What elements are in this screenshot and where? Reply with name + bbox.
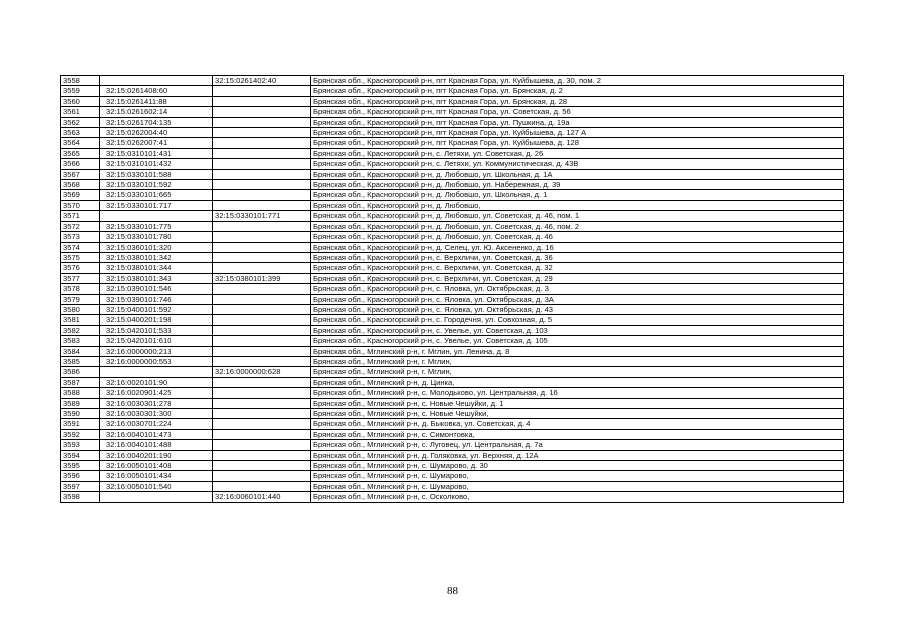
linked-cadastral-number-cell bbox=[213, 169, 311, 179]
address-cell: Брянская обл., Красногорский р-н, с. Верхличи, ул. Советская, д. 32 bbox=[311, 263, 844, 273]
row-number-cell: 3585 bbox=[61, 356, 100, 366]
row-number-cell: 3597 bbox=[61, 481, 100, 491]
linked-cadastral-number-cell bbox=[213, 180, 311, 190]
linked-cadastral-number-cell bbox=[213, 190, 311, 200]
table-row bbox=[61, 138, 844, 148]
address-cell: Брянская обл., Красногорский р-н, пгт Красная Гора, ул. Брянская, д. 28 bbox=[311, 96, 844, 106]
table-row bbox=[61, 346, 844, 356]
row-number-cell: 3579 bbox=[61, 294, 100, 304]
row-number-cell: 3567 bbox=[61, 169, 100, 179]
address-cell: Брянская обл., Красногорский р-н, пгт Красная Гора, ул. Брянская, д. 2 bbox=[311, 86, 844, 96]
address-cell: Брянская обл., Мглинский р-н, д. Быковка, ул. Советская, д. 4 bbox=[311, 419, 844, 429]
linked-cadastral-number-cell bbox=[213, 252, 311, 262]
table-row bbox=[61, 440, 844, 450]
table-row bbox=[61, 221, 844, 231]
row-number-cell: 3562 bbox=[61, 117, 100, 127]
linked-cadastral-number-cell bbox=[213, 377, 311, 387]
address-cell: Брянская обл., Красногорский р-н, пгт Красная Гора, ул. Куйбышева, д. 127 А bbox=[311, 128, 844, 138]
linked-cadastral-number-cell bbox=[213, 409, 311, 419]
cadastral-number-cell bbox=[100, 211, 213, 221]
address-cell: Брянская обл., Красногорский р-н, с. Летяхи, ул. Коммунистическая, д. 43В bbox=[311, 159, 844, 169]
row-number-cell: 3583 bbox=[61, 336, 100, 346]
table-row bbox=[61, 356, 844, 366]
cadastral-number-cell: 32:15:0310101:431 bbox=[100, 148, 213, 158]
table-row bbox=[61, 148, 844, 158]
address-cell: Брянская обл., Мглинский р-н, с. Шумарово, д. 30 bbox=[311, 461, 844, 471]
row-number-cell: 3580 bbox=[61, 304, 100, 314]
cadastral-number-cell: 32:16:0050101:434 bbox=[100, 471, 213, 481]
address-cell: Брянская обл., Красногорский р-н, с. Яловка, ул. Октябрьская, д. 3А bbox=[311, 294, 844, 304]
address-cell: Брянская обл., Красногорский р-н, с. Городечня, ул. Совхозная, д. 5 bbox=[311, 315, 844, 325]
linked-cadastral-number-cell bbox=[213, 138, 311, 148]
table-row bbox=[61, 263, 844, 273]
linked-cadastral-number-cell bbox=[213, 242, 311, 252]
linked-cadastral-number-cell bbox=[213, 107, 311, 117]
table-row bbox=[61, 169, 844, 179]
row-number-cell: 3588 bbox=[61, 388, 100, 398]
table-row bbox=[61, 409, 844, 419]
linked-cadastral-number-cell bbox=[213, 481, 311, 491]
cadastral-number-cell: 32:16:0030301:300 bbox=[100, 409, 213, 419]
row-number-cell: 3577 bbox=[61, 273, 100, 283]
cadastral-number-cell: 32:15:0261704:135 bbox=[100, 117, 213, 127]
address-cell: Брянская обл., Красногорский р-н, с. Увелье, ул. Советская, д. 103 bbox=[311, 325, 844, 335]
cadastral-number-cell: 32:15:0261411:88 bbox=[100, 96, 213, 106]
linked-cadastral-number-cell bbox=[213, 159, 311, 169]
row-number-cell: 3573 bbox=[61, 232, 100, 242]
row-number-cell: 3564 bbox=[61, 138, 100, 148]
table-row bbox=[61, 284, 844, 294]
table-row bbox=[61, 315, 844, 325]
table-row bbox=[61, 211, 844, 221]
linked-cadastral-number-cell bbox=[213, 128, 311, 138]
row-number-cell: 3590 bbox=[61, 409, 100, 419]
cadastral-number-cell: 32:15:0380101:344 bbox=[100, 263, 213, 273]
row-number-cell: 3571 bbox=[61, 211, 100, 221]
cadastral-number-cell: 32:16:0050101:540 bbox=[100, 481, 213, 491]
address-cell: Брянская обл., Красногорский р-н, д. Любовшо, ул. Набережная, д. 39 bbox=[311, 180, 844, 190]
linked-cadastral-number-cell bbox=[213, 471, 311, 481]
linked-cadastral-number-cell: 32:15:0380101:399 bbox=[213, 273, 311, 283]
cadastral-number-cell: 32:15:0390101:546 bbox=[100, 284, 213, 294]
address-cell: Брянская обл., Мглинский р-н, д. Голяковка, ул. Верхняя, д. 12А bbox=[311, 450, 844, 460]
address-cell: Брянская обл., Красногорский р-н, пгт Красная Гора, ул. Пушкина, д. 19а bbox=[311, 117, 844, 127]
address-cell: Брянская обл., Красногорский р-н, пгт Красная Гора, ул. Куйбышева, д. 128 bbox=[311, 138, 844, 148]
table-row bbox=[61, 450, 844, 460]
row-number-cell: 3589 bbox=[61, 398, 100, 408]
table-row bbox=[61, 232, 844, 242]
cadastral-number-cell: 32:15:0261408:60 bbox=[100, 86, 213, 96]
cadastral-number-cell: 32:16:0040101:473 bbox=[100, 429, 213, 439]
cadastral-number-cell: 32:15:0261602:14 bbox=[100, 107, 213, 117]
linked-cadastral-number-cell bbox=[213, 461, 311, 471]
address-cell: Брянская обл., Красногорский р-н, пгт Красная Гора, ул. Советская, д. 56 bbox=[311, 107, 844, 117]
address-cell: Брянская обл., Красногорский р-н, д. Селец, ул. Ю. Аксененко, д. 16 bbox=[311, 242, 844, 252]
linked-cadastral-number-cell bbox=[213, 86, 311, 96]
table-row bbox=[61, 325, 844, 335]
address-cell: Брянская обл., Красногорский р-н, пгт Красная Гора, ул. Куйбышева, д. 30, пом. 2 bbox=[311, 76, 844, 86]
table-row bbox=[61, 419, 844, 429]
table-row bbox=[61, 273, 844, 283]
linked-cadastral-number-cell: 32:16:0060101:440 bbox=[213, 492, 311, 502]
address-cell: Брянская обл., Красногорский р-н, д. Любовшо, ул. Советская, д. 46, пом. 2 bbox=[311, 221, 844, 231]
property-registry-table bbox=[60, 75, 844, 503]
address-cell: Брянская обл., Красногорский р-н, д. Любовшо, ул. Школьная, д. 1А bbox=[311, 169, 844, 179]
row-number-cell: 3595 bbox=[61, 461, 100, 471]
table-row bbox=[61, 481, 844, 491]
row-number-cell: 3561 bbox=[61, 107, 100, 117]
linked-cadastral-number-cell bbox=[213, 356, 311, 366]
linked-cadastral-number-cell bbox=[213, 294, 311, 304]
address-cell: Брянская обл., Красногорский р-н, д. Любовшо, ул. Советская, д. 46 bbox=[311, 232, 844, 242]
cadastral-number-cell: 32:15:0400201:198 bbox=[100, 315, 213, 325]
row-number-cell: 3568 bbox=[61, 180, 100, 190]
address-cell: Брянская обл., Красногорский р-н, с. Верхличи, ул. Советская, д. 29 bbox=[311, 273, 844, 283]
table-row bbox=[61, 190, 844, 200]
table-row bbox=[61, 76, 844, 86]
linked-cadastral-number-cell bbox=[213, 304, 311, 314]
row-number-cell: 3560 bbox=[61, 96, 100, 106]
address-cell: Брянская обл., Красногорский р-н, с. Верхличи, ул. Советская, д. 36 bbox=[311, 252, 844, 262]
address-cell: Брянская обл., Мглинский р-н, с. Шумарово, bbox=[311, 471, 844, 481]
table-row bbox=[61, 200, 844, 210]
linked-cadastral-number-cell bbox=[213, 96, 311, 106]
table-row bbox=[61, 429, 844, 439]
row-number-cell: 3591 bbox=[61, 419, 100, 429]
cadastral-number-cell bbox=[100, 492, 213, 502]
linked-cadastral-number-cell bbox=[213, 200, 311, 210]
address-cell: Брянская обл., Мглинский р-н, с. Осколково, bbox=[311, 492, 844, 502]
row-number-cell: 3593 bbox=[61, 440, 100, 450]
row-number-cell: 3569 bbox=[61, 190, 100, 200]
row-number-cell: 3584 bbox=[61, 346, 100, 356]
cadastral-number-cell: 32:16:0050101:408 bbox=[100, 461, 213, 471]
row-number-cell: 3598 bbox=[61, 492, 100, 502]
row-number-cell: 3586 bbox=[61, 367, 100, 377]
row-number-cell: 3563 bbox=[61, 128, 100, 138]
table-row bbox=[61, 304, 844, 314]
registry-table-body bbox=[61, 76, 844, 503]
cadastral-number-cell: 32:15:0400101:592 bbox=[100, 304, 213, 314]
linked-cadastral-number-cell bbox=[213, 419, 311, 429]
row-number-cell: 3572 bbox=[61, 221, 100, 231]
address-cell: Брянская обл., Мглинский р-н, с. Симонтовка, bbox=[311, 429, 844, 439]
address-cell: Брянская обл., Красногорский р-н, с. Летяхи, ул. Советская, д. 26 bbox=[311, 148, 844, 158]
address-cell: Брянская обл., Красногорский р-н, д. Любовшо, bbox=[311, 200, 844, 210]
linked-cadastral-number-cell bbox=[213, 263, 311, 273]
row-number-cell: 3582 bbox=[61, 325, 100, 335]
table-row bbox=[61, 96, 844, 106]
address-cell: Брянская обл., Красногорский р-н, д. Любовшо, ул. Школьная, д. 1 bbox=[311, 190, 844, 200]
row-number-cell: 3578 bbox=[61, 284, 100, 294]
address-cell: Брянская обл., Мглинский р-н, г. Мглин, ул. Ленина, д. 8 bbox=[311, 346, 844, 356]
cadastral-number-cell: 32:16:0040201:190 bbox=[100, 450, 213, 460]
cadastral-number-cell: 32:16:0040101:488 bbox=[100, 440, 213, 450]
linked-cadastral-number-cell bbox=[213, 117, 311, 127]
address-cell: Брянская обл., Красногорский р-н, с. Яловка, ул. Октябрьская, д. 3 bbox=[311, 284, 844, 294]
cadastral-number-cell: 32:15:0390101:746 bbox=[100, 294, 213, 304]
cadastral-number-cell: 32:15:0330101:592 bbox=[100, 180, 213, 190]
row-number-cell: 3575 bbox=[61, 252, 100, 262]
table-row bbox=[61, 86, 844, 96]
cadastral-number-cell: 32:16:0030701:224 bbox=[100, 419, 213, 429]
linked-cadastral-number-cell: 32:15:0330101:771 bbox=[213, 211, 311, 221]
cadastral-number-cell: 32:15:0360101:320 bbox=[100, 242, 213, 252]
table-row bbox=[61, 242, 844, 252]
linked-cadastral-number-cell bbox=[213, 336, 311, 346]
cadastral-number-cell: 32:15:0420101:610 bbox=[100, 336, 213, 346]
cadastral-number-cell: 32:15:0420101:533 bbox=[100, 325, 213, 335]
row-number-cell: 3587 bbox=[61, 377, 100, 387]
address-cell: Брянская обл., Мглинский р-н, с. Луговец, ул. Центральная, д. 7а bbox=[311, 440, 844, 450]
cadastral-number-cell: 32:16:0000000:213 bbox=[100, 346, 213, 356]
table-row bbox=[61, 336, 844, 346]
address-cell: Брянская обл., Мглинский р-н, г. Мглин, bbox=[311, 367, 844, 377]
linked-cadastral-number-cell bbox=[213, 232, 311, 242]
row-number-cell: 3596 bbox=[61, 471, 100, 481]
table-row bbox=[61, 388, 844, 398]
table-row bbox=[61, 377, 844, 387]
table-row bbox=[61, 294, 844, 304]
table-row bbox=[61, 492, 844, 502]
cadastral-number-cell bbox=[100, 367, 213, 377]
linked-cadastral-number-cell bbox=[213, 398, 311, 408]
row-number-cell: 3574 bbox=[61, 242, 100, 252]
cadastral-number-cell: 32:15:0380101:342 bbox=[100, 252, 213, 262]
address-cell: Брянская обл., Мглинский р-н, с. Новые Чешуйки, д. 1 bbox=[311, 398, 844, 408]
row-number-cell: 3559 bbox=[61, 86, 100, 96]
address-cell: Брянская обл., Мглинский р-н, г. Мглин, bbox=[311, 356, 844, 366]
linked-cadastral-number-cell bbox=[213, 221, 311, 231]
cadastral-number-cell: 32:16:0020101:90 bbox=[100, 377, 213, 387]
linked-cadastral-number-cell: 32:16:0000000:628 bbox=[213, 367, 311, 377]
cadastral-number-cell: 32:15:0330101:780 bbox=[100, 232, 213, 242]
table-row bbox=[61, 461, 844, 471]
cadastral-number-cell: 32:15:0380101:343 bbox=[100, 273, 213, 283]
table-row bbox=[61, 159, 844, 169]
cadastral-number-cell: 32:15:0330101:665 bbox=[100, 190, 213, 200]
row-number-cell: 3581 bbox=[61, 315, 100, 325]
table-row bbox=[61, 398, 844, 408]
cadastral-number-cell bbox=[100, 76, 213, 86]
address-cell: Брянская обл., Мглинский р-н, д. Цинка, bbox=[311, 377, 844, 387]
linked-cadastral-number-cell bbox=[213, 346, 311, 356]
cadastral-number-cell: 32:16:0020901:425 bbox=[100, 388, 213, 398]
linked-cadastral-number-cell bbox=[213, 148, 311, 158]
linked-cadastral-number-cell bbox=[213, 315, 311, 325]
cadastral-number-cell: 32:15:0330101:775 bbox=[100, 221, 213, 231]
row-number-cell: 3594 bbox=[61, 450, 100, 460]
table-row bbox=[61, 117, 844, 127]
table-row bbox=[61, 180, 844, 190]
address-cell: Брянская обл., Мглинский р-н, с. Шумарово, bbox=[311, 481, 844, 491]
linked-cadastral-number-cell bbox=[213, 388, 311, 398]
row-number-cell: 3566 bbox=[61, 159, 100, 169]
address-cell: Брянская обл., Красногорский р-н, д. Любовшо, ул. Советская, д. 46, пом. 1 bbox=[311, 211, 844, 221]
page-number: 88 bbox=[447, 585, 458, 597]
cadastral-number-cell: 32:15:0262007:41 bbox=[100, 138, 213, 148]
row-number-cell: 3576 bbox=[61, 263, 100, 273]
cadastral-number-cell: 32:15:0262004:40 bbox=[100, 128, 213, 138]
address-cell: Брянская обл., Красногорский р-н, с. Яловка, ул. Октябрьская, д. 43 bbox=[311, 304, 844, 314]
address-cell: Брянская обл., Мглинский р-н, с. Молодьково, ул. Центральная, д. 16 bbox=[311, 388, 844, 398]
cadastral-number-cell: 32:15:0310101:432 bbox=[100, 159, 213, 169]
table-row bbox=[61, 128, 844, 138]
address-cell: Брянская обл., Мглинский р-н, с. Новые Чешуйки, bbox=[311, 409, 844, 419]
table-row bbox=[61, 252, 844, 262]
table-row bbox=[61, 471, 844, 481]
row-number-cell: 3592 bbox=[61, 429, 100, 439]
linked-cadastral-number-cell bbox=[213, 325, 311, 335]
address-cell: Брянская обл., Красногорский р-н, с. Увелье, ул. Советская, д. 105 bbox=[311, 336, 844, 346]
row-number-cell: 3565 bbox=[61, 148, 100, 158]
cadastral-number-cell: 32:15:0330101:588 bbox=[100, 169, 213, 179]
linked-cadastral-number-cell bbox=[213, 450, 311, 460]
linked-cadastral-number-cell bbox=[213, 440, 311, 450]
row-number-cell: 3558 bbox=[61, 76, 100, 86]
linked-cadastral-number-cell: 32:15:0261402:40 bbox=[213, 76, 311, 86]
cadastral-number-cell: 32:16:0000000:553 bbox=[100, 356, 213, 366]
linked-cadastral-number-cell bbox=[213, 429, 311, 439]
cadastral-number-cell: 32:15:0330101:717 bbox=[100, 200, 213, 210]
linked-cadastral-number-cell bbox=[213, 284, 311, 294]
table-row bbox=[61, 367, 844, 377]
cadastral-number-cell: 32:16:0030301:278 bbox=[100, 398, 213, 408]
table-row bbox=[61, 107, 844, 117]
row-number-cell: 3570 bbox=[61, 200, 100, 210]
